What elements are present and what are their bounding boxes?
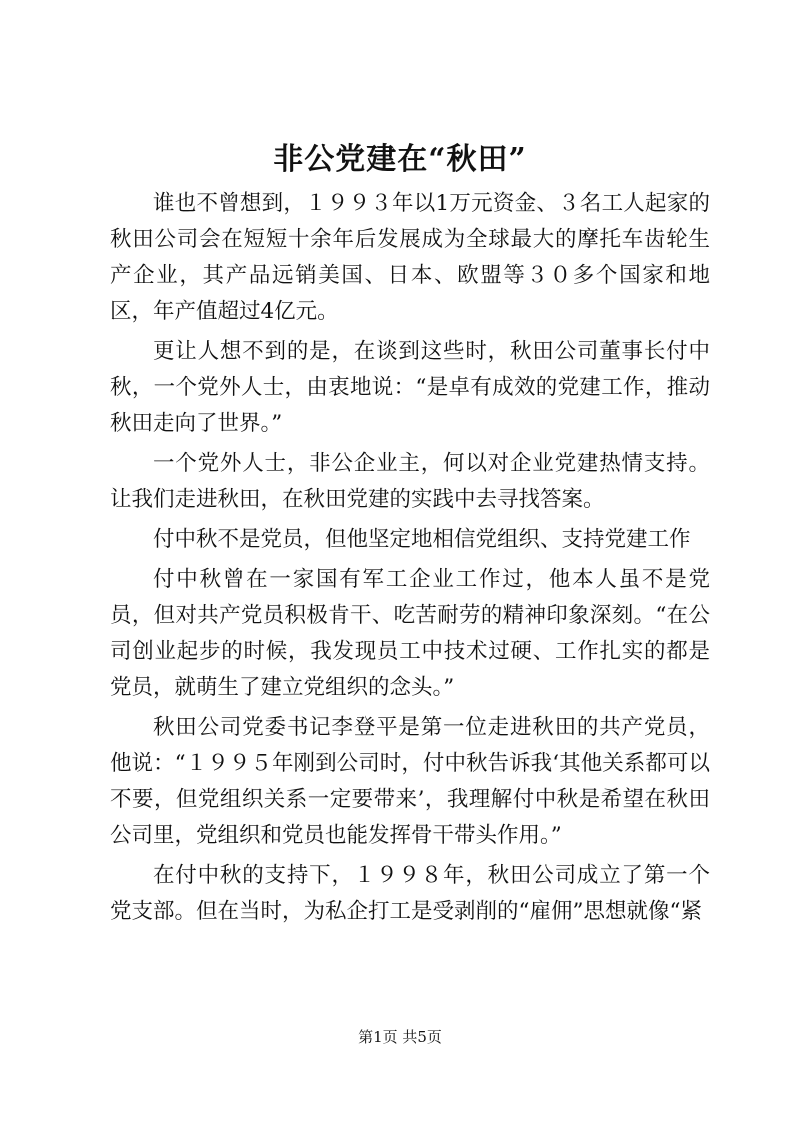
- paragraph: 谁也不曾想到，１９９３年以1万元资金、３名工人起家的秋田公司会在短短十余年后发展成为全球最大的摩托车齿轮生产企业，其产品远销美国、日本、欧盟等３０多个国家和地区，年产值超过4亿元。: [110, 191, 710, 324]
- section-heading: 付中秋不是党员，但他坚定地相信党组织、支持党建工作: [153, 527, 691, 552]
- paragraph: 更让人想不到的是，在谈到这些时，秋田公司董事长付中秋，一个党外人士，由衷地说：“是卓有成效的党建工作，推动秋田走向了世界。”: [110, 339, 710, 436]
- paragraph: 一个党外人士，非公企业主，何以对企业党建热情支持。让我们走进秋田，在秋田党建的实践中去寻找答案。: [110, 451, 710, 512]
- paragraph: 在付中秋的支持下，１９９８年，秋田公司成立了第一个党支部。但在当时，为私企打工是受剥削的“雇佣”思想就像“紧: [110, 863, 710, 924]
- page-number-footer: 第1页 共5页: [358, 1028, 442, 1046]
- document-title: 非公党建在“秋田”: [273, 142, 527, 177]
- document-body: [110, 186, 710, 934]
- paragraph: 付中秋曾在一家国有军工企业工作过，他本人虽不是党员，但对共产党员积极肯干、吃苦耐劳的精神印象深刻。“在公司创业起步的时候，我发现员工中技术过硬、工作扎实的都是党员，就萌生了建立党组织的念头。”: [110, 567, 710, 700]
- paragraph: 秋田公司党委书记李登平是第一位走进秋田的共产党员，他说：“１９９５年刚到公司时，付中秋告诉我‘其他关系都可以不要，但党组织关系一定要带来’，我理解付中秋是希望在秋田公司里，党组织和党员也能发挥骨干带头作用。”: [110, 715, 710, 848]
